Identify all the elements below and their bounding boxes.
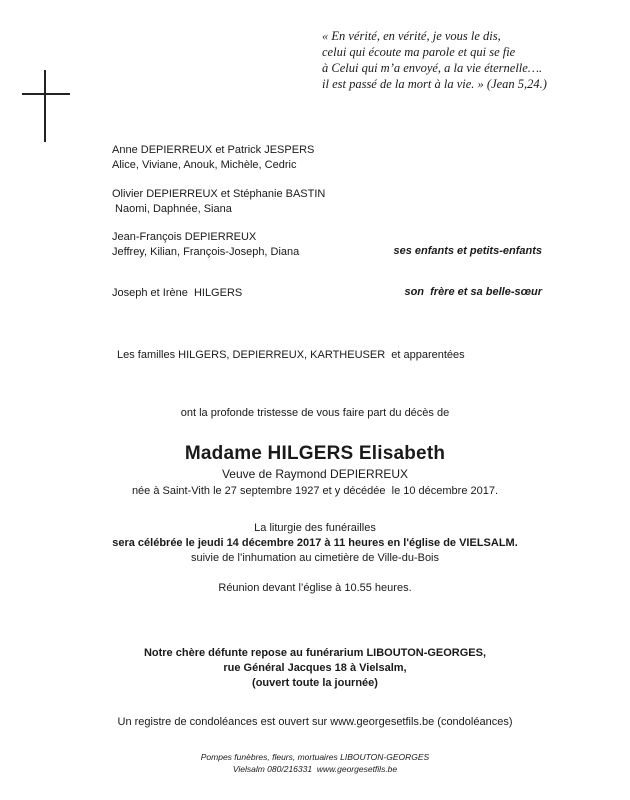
family-line: Jeffrey, Kilian, François-Joseph, Diana — [112, 245, 300, 258]
family-line: Joseph et Irène HILGERS — [112, 287, 243, 299]
family-group-2 — [112, 187, 325, 216]
footer-line-2: Vielsalm 080/216331 www.georgesetfils.be — [232, 764, 398, 774]
meeting-time: Réunion devant l’église à 10.55 heures. — [218, 582, 412, 594]
cross-icon — [22, 70, 70, 142]
quote-line: il est passé de la mort à la vie. » (Jean 5,24.) — [322, 77, 547, 91]
quote-line: « En vérité, en vérité, je vous le dis, — [322, 29, 501, 43]
repose-line-2: rue Général Jacques 18 à Vielsalm, — [223, 662, 407, 674]
condolence-register: Un registre de condoléances est ouvert sur www.georgesetfils.be (condoléances) — [117, 716, 513, 728]
repose-line-1: Notre chère défunte repose au funérarium LIBOUTON-GEORGES, — [143, 647, 487, 659]
family-line: Jean-François DEPIERREUX — [112, 231, 257, 243]
family-line: Olivier DEPIERREUX et Stéphanie BASTIN — [112, 188, 326, 200]
family-line: Alice, Viviane, Anouk, Michèle, Cedric — [112, 158, 297, 171]
family-group-1 — [112, 143, 314, 172]
widow-of: Veuve de Raymond DEPIERREUX — [221, 467, 409, 481]
funeral-line-3: suivie de l’inhumation au cimetière de Ville-du-Bois — [190, 552, 440, 564]
relation-children: ses enfants et petits-enfants — [393, 245, 542, 257]
funeral-line-2: sera célébrée le jeudi 14 décembre 2017 à 11 heures en l'église de VIELSALM. — [112, 537, 518, 549]
family-line: Naomi, Daphnée, Siana — [112, 202, 232, 215]
deceased-name: Madame HILGERS Elisabeth — [184, 443, 446, 464]
bible-quote — [322, 28, 622, 92]
repose-line-3: (ouvert toute la journée) — [252, 677, 378, 689]
announcement: ont la profonde tristesse de vous faire part du décès de — [180, 407, 450, 419]
families-line: Les familles HILGERS, DEPIERREUX, KARTHEUSER et apparentées — [117, 349, 465, 361]
quote-line: à Celui qui m’a envoyé, a la vie éternelle…. — [322, 61, 543, 75]
footer-line-1: Pompes funèbres, fleurs, mortuaires LIBOUTON-GEORGES — [200, 752, 430, 762]
funeral-line-1: La liturgie des funérailles — [254, 522, 376, 534]
birth-death-dates: née à Saint-Vith le 27 septembre 1927 et y décédée le 10 décembre 2017. — [131, 485, 499, 497]
family-group-3 — [112, 230, 299, 259]
relation-sibling: son frère et sa belle-sœur — [404, 286, 542, 298]
quote-line: celui qui écoute ma parole et qui se fie — [322, 45, 516, 59]
family-line: Anne DEPIERREUX et Patrick JESPERS — [112, 144, 315, 156]
